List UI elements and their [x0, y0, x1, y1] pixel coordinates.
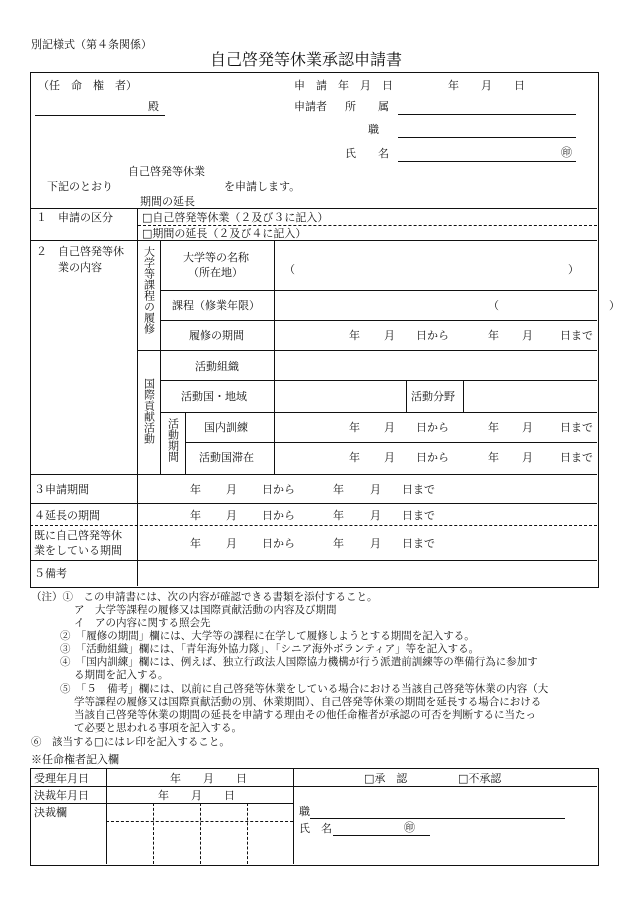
university-section-label: 大学等課程の履修 — [142, 246, 156, 334]
apply-date-label: 申 請 年 月 日 — [294, 79, 393, 92]
course-label: 課程（修業年限） — [172, 299, 260, 312]
extension-end-year[interactable]: 年 — [333, 509, 344, 522]
application-form — [30, 72, 599, 588]
domestic-end-day[interactable]: 日まで — [560, 421, 593, 434]
dept-label: 所 属 — [345, 100, 389, 113]
domestic-end-month[interactable]: 月 — [522, 421, 533, 434]
office-section-title: ※任命権者記入欄 — [31, 753, 119, 766]
domestic-start-year[interactable]: 年 — [349, 421, 360, 434]
abroad-start-day[interactable]: 日から — [416, 451, 449, 464]
abroad-start-month[interactable]: 月 — [384, 451, 395, 464]
authority-line[interactable] — [35, 115, 165, 116]
option-extension[interactable]: □期間の延長（２及び４に記入） — [142, 227, 307, 240]
note-4: ④ 「国内訓練」欄には、例えば、独立行政法人国際協力機構が行う派遣前訓練等の準備行為に参加す — [60, 656, 538, 668]
request-option-lower: 期間の延長 — [140, 195, 195, 208]
seal-mark: ㊞ — [561, 146, 572, 159]
extension-start-year[interactable]: 年 — [190, 509, 201, 522]
domestic-end-year[interactable]: 年 — [488, 421, 499, 434]
note-b: イ アの内容に関する照会先 — [74, 617, 211, 629]
note-6: ⑥ 該当する□にはレ印を記入すること。 — [31, 736, 230, 748]
approve-checkbox[interactable]: □承 認 — [364, 772, 408, 785]
request-lead: 下記のとおり — [47, 180, 113, 193]
country-label: 活動国・地域 — [181, 390, 247, 403]
remarks-label: ５備考 — [34, 567, 67, 580]
abroad-stay-label: 活動国滞在 — [199, 451, 254, 464]
previous-end-month[interactable]: 月 — [370, 537, 381, 550]
approver-post-label: 職 — [299, 805, 310, 818]
study-end-month[interactable]: 月 — [522, 329, 533, 342]
study-start-day[interactable]: 日から — [416, 329, 449, 342]
univ-name-label: 大学等の名称 — [183, 251, 249, 264]
authority-label: （任 命 権 者） — [38, 79, 137, 92]
abroad-end-day[interactable]: 日まで — [560, 451, 593, 464]
approver-post-field[interactable] — [310, 818, 565, 819]
abroad-end-month[interactable]: 月 — [522, 451, 533, 464]
request-option-upper: 自己啓発等休業 — [128, 165, 205, 178]
extension-end-day[interactable]: 日まで — [402, 509, 435, 522]
approver-name-label: 氏 名 — [299, 822, 332, 835]
previous-start-month[interactable]: 月 — [226, 537, 237, 550]
study-end-year[interactable]: 年 — [488, 329, 499, 342]
org-label: 活動組織 — [195, 360, 239, 373]
post-field[interactable] — [398, 137, 576, 138]
request-start-year[interactable]: 年 — [190, 483, 201, 496]
post-label: 職 — [368, 123, 379, 136]
univ-name-paren-open: （ — [284, 263, 295, 276]
form-reference: 別記様式（第４条関係） — [31, 38, 152, 51]
row-content-label: ２ 自己啓発等休 — [36, 245, 124, 258]
decision-date-field[interactable]: 年 月 日 — [158, 789, 235, 802]
approver-name-field[interactable] — [333, 835, 430, 836]
note-5: ⑤ 「５ 備考」欄には、以前に自己啓発等休業をしている場合における当該自己啓発等休業の内容（大 — [60, 683, 549, 695]
activity-period-label: 活動期間 — [166, 418, 180, 462]
note-3: ③ 「活動組織」欄には、「青年海外協力隊」、「シニア海外ボランティア」等を記入する。 — [60, 643, 480, 655]
request-end-day[interactable]: 日まで — [402, 483, 435, 496]
request-start-month[interactable]: 月 — [226, 483, 237, 496]
applicant-label: 申請者 — [294, 100, 327, 113]
name-field[interactable] — [398, 161, 576, 162]
approver-seal: ㊞ — [404, 821, 415, 834]
domestic-start-day[interactable]: 日から — [416, 421, 449, 434]
approval-stamp-label: 決裁欄 — [34, 806, 67, 819]
previous-leave-label: 既に自己啓発等休 — [34, 529, 122, 542]
page-title: 自己啓発等休業承認申請書 — [210, 50, 403, 69]
request-text: を申請します。 — [224, 180, 301, 193]
previous-leave-label-2: 業をしている期間 — [34, 544, 122, 557]
honorific: 殿 — [148, 100, 159, 113]
request-start-day[interactable]: 日から — [262, 483, 295, 496]
row-content-label-2: 業の内容 — [58, 261, 102, 274]
extension-start-day[interactable]: 日から — [262, 509, 295, 522]
extension-end-month[interactable]: 月 — [370, 509, 381, 522]
study-start-month[interactable]: 月 — [384, 329, 395, 342]
request-end-month[interactable]: 月 — [370, 483, 381, 496]
note-5-cont-2: 当該自己啓発等休業の期間の延長を申請する理由その他任命権者が承認の可否を判断するに当たっ — [74, 709, 536, 721]
note-a: ア 大学等課程の履修又は国際貢献活動の内容及び期間 — [74, 604, 337, 616]
received-date-field[interactable]: 年 月 日 — [170, 772, 247, 785]
disapprove-checkbox[interactable]: □不承認 — [458, 772, 502, 785]
note-5-cont-3: て必要と思われる事項を記入する。 — [74, 722, 242, 734]
note-2: ② 「履修の期間」欄には、大学等の課程に在学して履修しようとする期間を記入する。 — [60, 630, 475, 642]
field-label: 活動分野 — [411, 390, 455, 403]
decision-date-label: 決裁年月日 — [34, 789, 89, 802]
previous-start-day[interactable]: 日から — [262, 537, 295, 550]
extension-start-month[interactable]: 月 — [226, 509, 237, 522]
note-5-cont-1: 学等課程の履修又は国際貢献活動の別、休業期間）、自己啓発等休業の期間を延長する場合における — [74, 696, 542, 708]
extension-period-label: ４延長の期間 — [34, 509, 100, 522]
request-period-label: ３申請期間 — [34, 483, 89, 496]
received-date-label: 受理年月日 — [34, 772, 89, 785]
domestic-training-label: 国内訓練 — [204, 421, 248, 434]
course-field[interactable]: （ ） — [488, 299, 620, 312]
request-end-year[interactable]: 年 — [333, 483, 344, 496]
univ-name-paren-close: ） — [568, 263, 579, 276]
study-start-year[interactable]: 年 — [349, 329, 360, 342]
option-new-leave[interactable]: □自己啓発等休業（２及び３に記入） — [142, 211, 329, 224]
note-intro: （注）① この申請書には、次の内容が確認できる書類を添付すること。 — [31, 591, 378, 603]
name-label: 氏 名 — [345, 147, 389, 160]
row-request-type-label: １ 申請の区分 — [36, 211, 113, 224]
domestic-start-month[interactable]: 月 — [384, 421, 395, 434]
previous-end-day[interactable]: 日まで — [402, 537, 435, 550]
intl-section-label: 国際貢献活動 — [142, 378, 156, 444]
study-period-label: 履修の期間 — [189, 329, 244, 342]
dept-field[interactable] — [398, 114, 576, 115]
study-end-day[interactable]: 日まで — [560, 329, 593, 342]
abroad-end-year[interactable]: 年 — [488, 451, 499, 464]
note-4-cont: る期間を記入する。 — [74, 669, 169, 681]
apply-date-field[interactable]: 年 月 日 — [448, 79, 525, 92]
previous-end-year[interactable]: 年 — [333, 537, 344, 550]
abroad-start-year[interactable]: 年 — [349, 451, 360, 464]
univ-address-label: （所在地） — [188, 266, 243, 279]
previous-start-year[interactable]: 年 — [190, 537, 201, 550]
office-use-box — [30, 768, 599, 866]
